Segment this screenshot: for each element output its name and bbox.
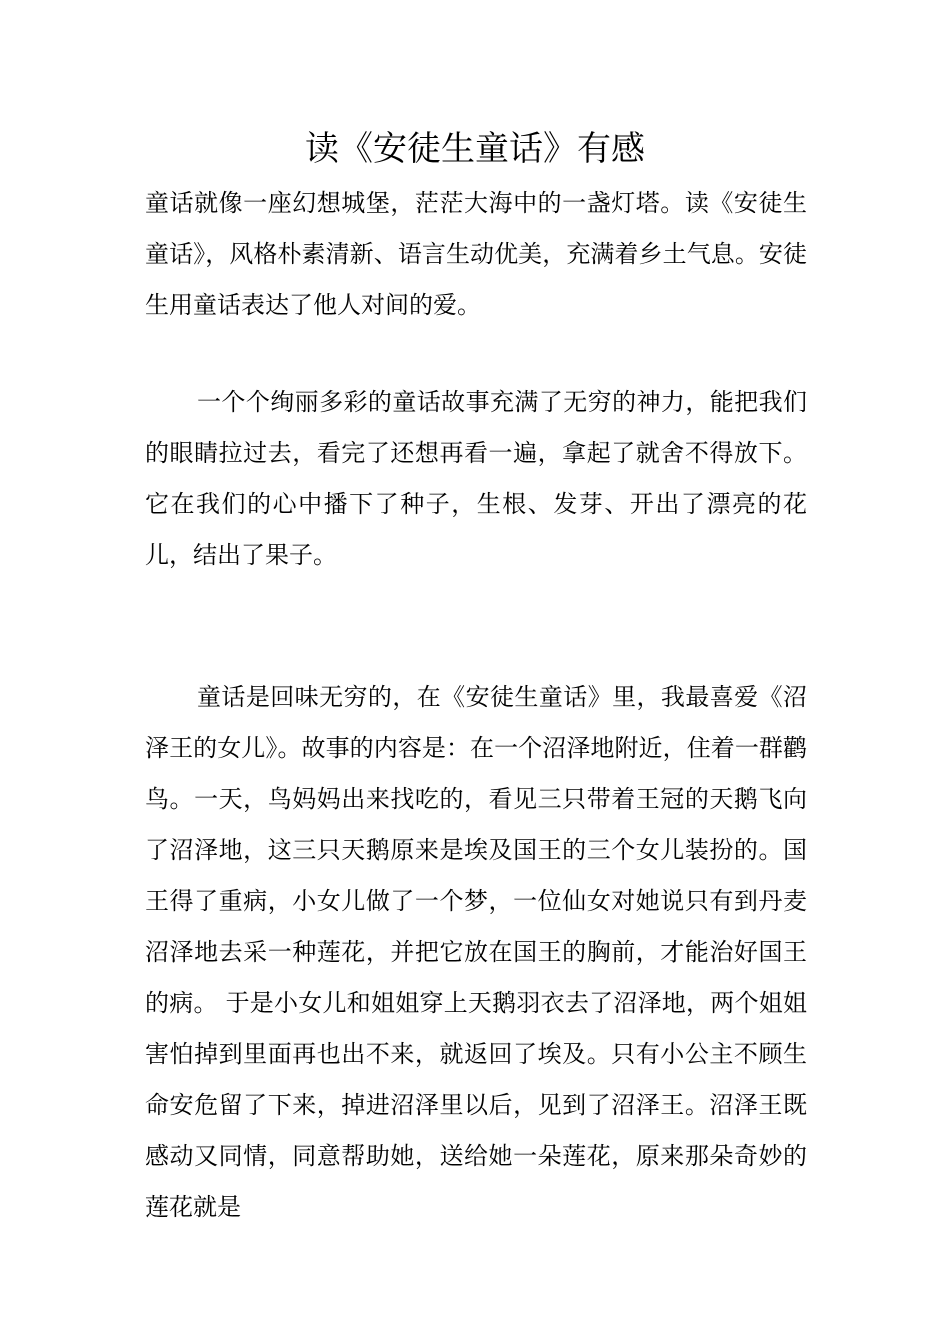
- paragraph-3: 童话是回味无穷的，在《安徒生童话》里，我最喜爱《沼泽王的女儿》。故事的内容是：在一个沼泽地附近，住着一群鹳鸟。一天，鸟妈妈出来找吃的，看见三只带着王冠的天鹅飞向了沼泽地，这三只天鹅原来是埃及国王的三个女儿装扮的。国王得了重病，小女儿做了一个梦，一位仙女对她说只有到丹麦沼泽地去采一种莲花，并把它放在国王的胸前，才能治好国王的病。 于是小女儿和姐姐穿上天鹅羽衣去了沼泽地，两个姐姐害怕掉到里面再也出不来，就返回了埃及。只有小公主不顾生命安危留了下来，掉进沼泽里以后，见到了沼泽王。沼泽王既感动又同情，同意帮助她，送给她一朵莲花，原来那朵奇妙的莲花就是: [145, 683, 807, 1221]
- document-title: 读《安徒生童话》有感: [305, 129, 645, 169]
- paragraph-1: 童话就像一座幻想城堡，茫茫大海中的一盏灯塔。读《安徒生童话》，风格朴素清新、语言生动优美，充满着乡土气息。安徒生用童话表达了他人对间的爱。: [145, 189, 807, 319]
- paragraph-2: 一个个绚丽多彩的童话故事充满了无穷的神力，能把我们的眼睛拉过去，看完了还想再看一遍，拿起了就舍不得放下。它在我们的心中播下了种子，生根、发芽、开出了漂亮的花儿，结出了果子。: [145, 388, 807, 569]
